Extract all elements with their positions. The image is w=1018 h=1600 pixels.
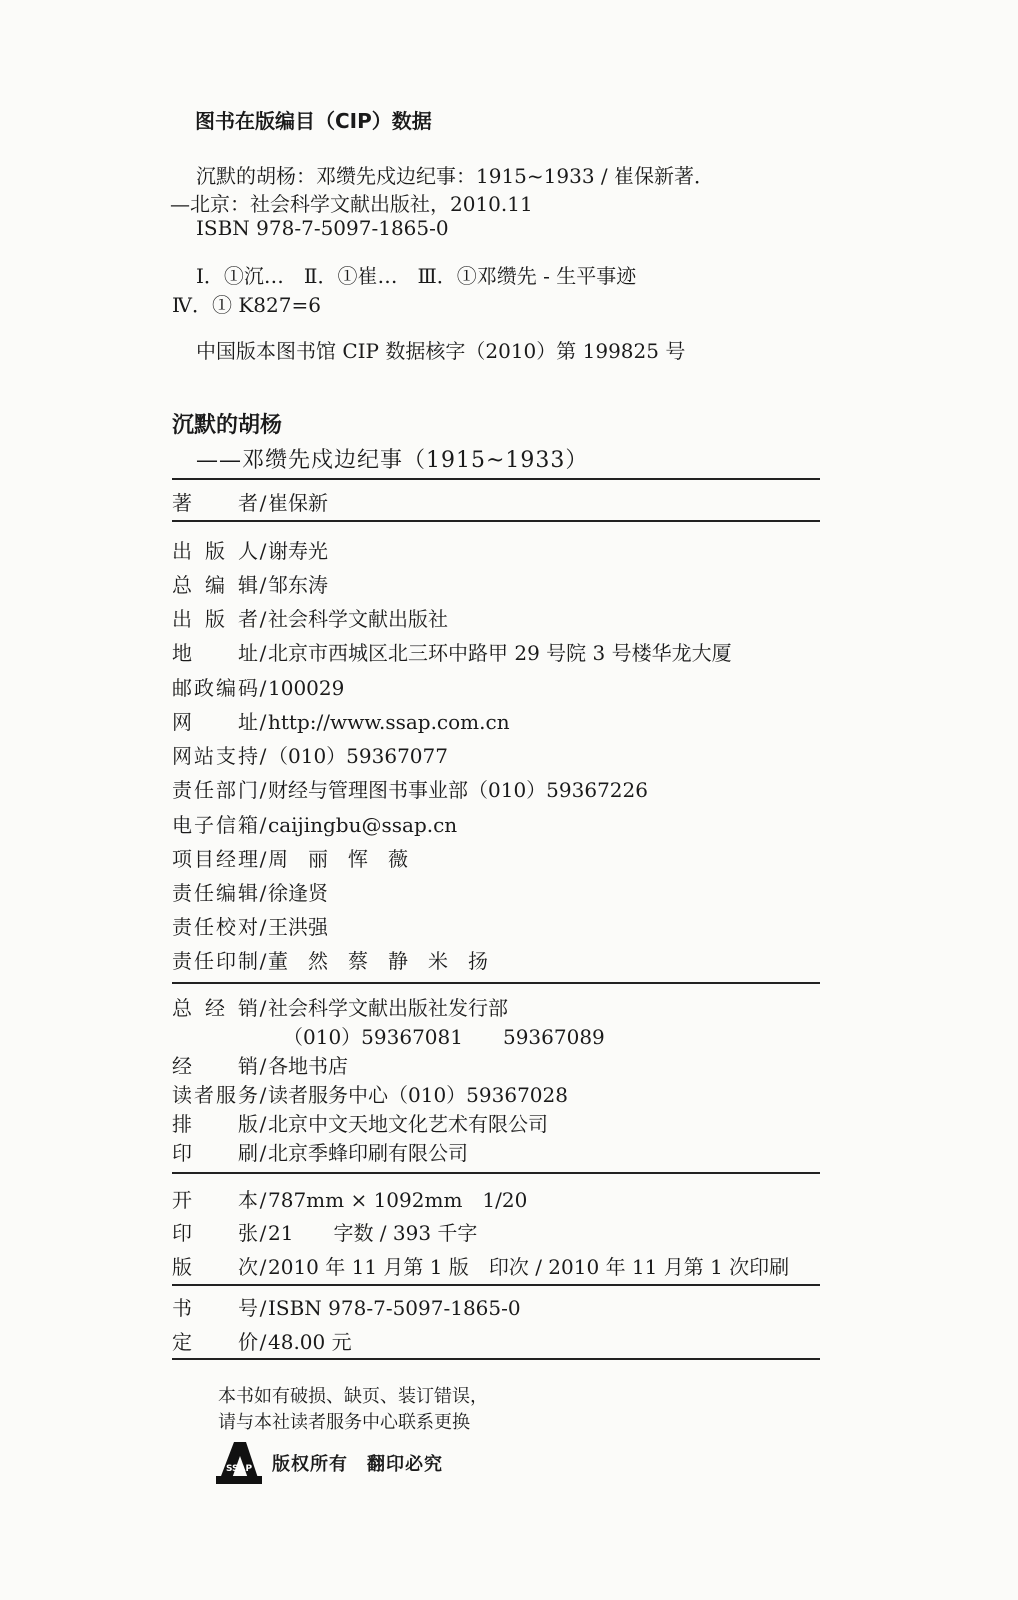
- divider: [172, 478, 820, 480]
- spec-row: 开 本/787mm × 1092mm 1/20: [172, 1188, 528, 1212]
- info-row: 责任印制/董 然 蔡 静 米 扬: [172, 949, 488, 973]
- info-label: 项目经理: [172, 847, 258, 871]
- website-value: http://www.ssap.com.cn: [268, 710, 510, 734]
- info-row: 责任部门/财经与管理图书事业部（010）59367226: [172, 778, 648, 802]
- distribution-row: 排 版/北京中文天地文化艺术有限公司: [172, 1112, 548, 1136]
- info-row: 邮政编码/100029: [172, 676, 345, 700]
- cip-heading: 图书在版编目（CIP）数据: [195, 109, 432, 133]
- info-row: 电子信箱/caijingbu@ssap.cn: [172, 813, 458, 837]
- distribution-row: 总 经 销/社会科学文献出版社发行部: [172, 996, 508, 1020]
- info-value: 社会科学文献出版社发行部: [268, 996, 508, 1020]
- info-label: 责任印制: [172, 949, 258, 973]
- book-subtitle: ——邓缵先戍边纪事（1915~1933）: [196, 448, 589, 473]
- info-label: 书 号: [172, 1296, 258, 1320]
- info-label: 网 址: [172, 710, 258, 734]
- email-value: caijingbu@ssap.cn: [268, 813, 458, 837]
- info-label: 排 版: [172, 1112, 258, 1136]
- info-label: 定 价: [172, 1330, 258, 1354]
- info-value: 谢寿光: [268, 539, 328, 563]
- info-label: 总 经 销: [172, 996, 258, 1020]
- isbn-value: ISBN 978-7-5097-1865-0: [268, 1296, 521, 1320]
- distribution-row: 读者服务/读者服务中心（010）59367028: [172, 1083, 568, 1107]
- info-row: 出 版 人/谢寿光: [172, 539, 328, 563]
- price-value: 48.00 元: [268, 1330, 352, 1354]
- cip-line-title: 沉默的胡杨：邓缵先戍边纪事：1915~1933 / 崔保新著．: [196, 164, 715, 188]
- info-value: 读者服务中心（010）59367028: [268, 1083, 568, 1107]
- cip-line-subjects: Ⅰ．①沉… Ⅱ．①崔… Ⅲ．①邓缵先 - 生平事迹: [196, 264, 637, 288]
- book-title: 沉默的胡杨: [172, 413, 283, 438]
- info-row: 项目经理/周 丽 恽 薇: [172, 847, 408, 871]
- spec-row: 版 次/2010 年 11 月第 1 版 印次 / 2010 年 11 月第 1 次印刷: [172, 1255, 790, 1279]
- info-value: （010）59367077: [268, 744, 448, 768]
- info-value: 周 丽 恽 薇: [268, 847, 408, 871]
- divider: [172, 1358, 820, 1360]
- isbn-row: 书 号/ISBN 978-7-5097-1865-0: [172, 1296, 521, 1320]
- distribution-phones: （010）59367081 59367089: [283, 1025, 605, 1049]
- info-label: 责任部门: [172, 778, 258, 802]
- info-label: 网站支持: [172, 744, 258, 768]
- info-row: 出 版 者/社会科学文献出版社: [172, 607, 448, 631]
- info-value: 王洪强: [268, 915, 328, 939]
- info-value: 财经与管理图书事业部（010）59367226: [268, 778, 648, 802]
- info-label: 地 址: [172, 641, 258, 665]
- info-label: 读者服务: [172, 1083, 258, 1107]
- info-label: 开 本: [172, 1188, 258, 1212]
- info-value: 各地书店: [268, 1054, 348, 1078]
- copyright-notice: 版权所有 翻印必究: [272, 1454, 443, 1475]
- ssap-logo-icon: [216, 1440, 262, 1484]
- info-value: 董 然 蔡 静 米 扬: [268, 949, 488, 973]
- author-row: 著 者/崔保新: [172, 491, 328, 515]
- info-label: 责任编辑: [172, 881, 258, 905]
- info-value: 北京市西城区北三环中路甲 29 号院 3 号楼华龙大厦: [268, 641, 732, 665]
- info-label: 电子信箱: [172, 813, 258, 837]
- info-row: 责任校对/王洪强: [172, 915, 328, 939]
- info-row: 责任编辑/徐逢贤: [172, 881, 328, 905]
- info-label: 版 次: [172, 1255, 258, 1279]
- info-value: 社会科学文献出版社: [268, 607, 448, 631]
- info-label: 出 版 人: [172, 539, 258, 563]
- distribution-row: 经 销/各地书店: [172, 1054, 348, 1078]
- notice-line: 请与本社读者服务中心联系更换: [218, 1412, 470, 1433]
- divider: [172, 520, 820, 522]
- info-value: 21 字数 / 393 千字: [268, 1221, 478, 1245]
- info-value: 2010 年 11 月第 1 版 印次 / 2010 年 11 月第 1 次印刷: [268, 1255, 790, 1279]
- divider: [172, 1172, 820, 1174]
- cip-line-approval: 中国版本图书馆 CIP 数据核字（2010）第 199825 号: [196, 339, 686, 363]
- info-value: 邹东涛: [268, 573, 328, 597]
- info-label: 出 版 者: [172, 607, 258, 631]
- cip-line-classification: Ⅳ．① K827=6: [172, 293, 321, 317]
- cip-line-publisher: —北京：社会科学文献出版社，2010.11: [170, 192, 533, 216]
- notice-line: 本书如有破损、缺页、装订错误，: [218, 1386, 488, 1407]
- info-value: 787mm × 1092mm 1/20: [268, 1188, 528, 1212]
- info-row: 网 址/http://www.ssap.com.cn: [172, 710, 510, 734]
- author-label: 著 者: [172, 491, 258, 515]
- spec-row: 印 张/21 字数 / 393 千字: [172, 1221, 478, 1245]
- info-value: 北京季蜂印刷有限公司: [268, 1141, 468, 1165]
- info-label: 经 销: [172, 1054, 258, 1078]
- author-value: 崔保新: [268, 491, 328, 515]
- info-label: 总 编 辑: [172, 573, 258, 597]
- cip-line-isbn: ISBN 978-7-5097-1865-0: [196, 216, 449, 240]
- info-label: 邮政编码: [172, 676, 258, 700]
- distribution-row: 印 刷/北京季蜂印刷有限公司: [172, 1141, 468, 1165]
- svg-text:SSAP: SSAP: [225, 1464, 253, 1474]
- price-row: 定 价/48.00 元: [172, 1330, 352, 1354]
- info-value: 100029: [268, 676, 345, 700]
- info-value: 徐逢贤: [268, 881, 328, 905]
- info-label: 责任校对: [172, 915, 258, 939]
- info-label: 印 刷: [172, 1141, 258, 1165]
- divider: [172, 982, 820, 984]
- info-row: 总 编 辑/邹东涛: [172, 573, 328, 597]
- info-row: 网站支持/（010）59367077: [172, 744, 448, 768]
- info-label: 印 张: [172, 1221, 258, 1245]
- info-row: 地 址/北京市西城区北三环中路甲 29 号院 3 号楼华龙大厦: [172, 641, 732, 665]
- divider: [172, 1284, 820, 1286]
- info-value: 北京中文天地文化艺术有限公司: [268, 1112, 548, 1136]
